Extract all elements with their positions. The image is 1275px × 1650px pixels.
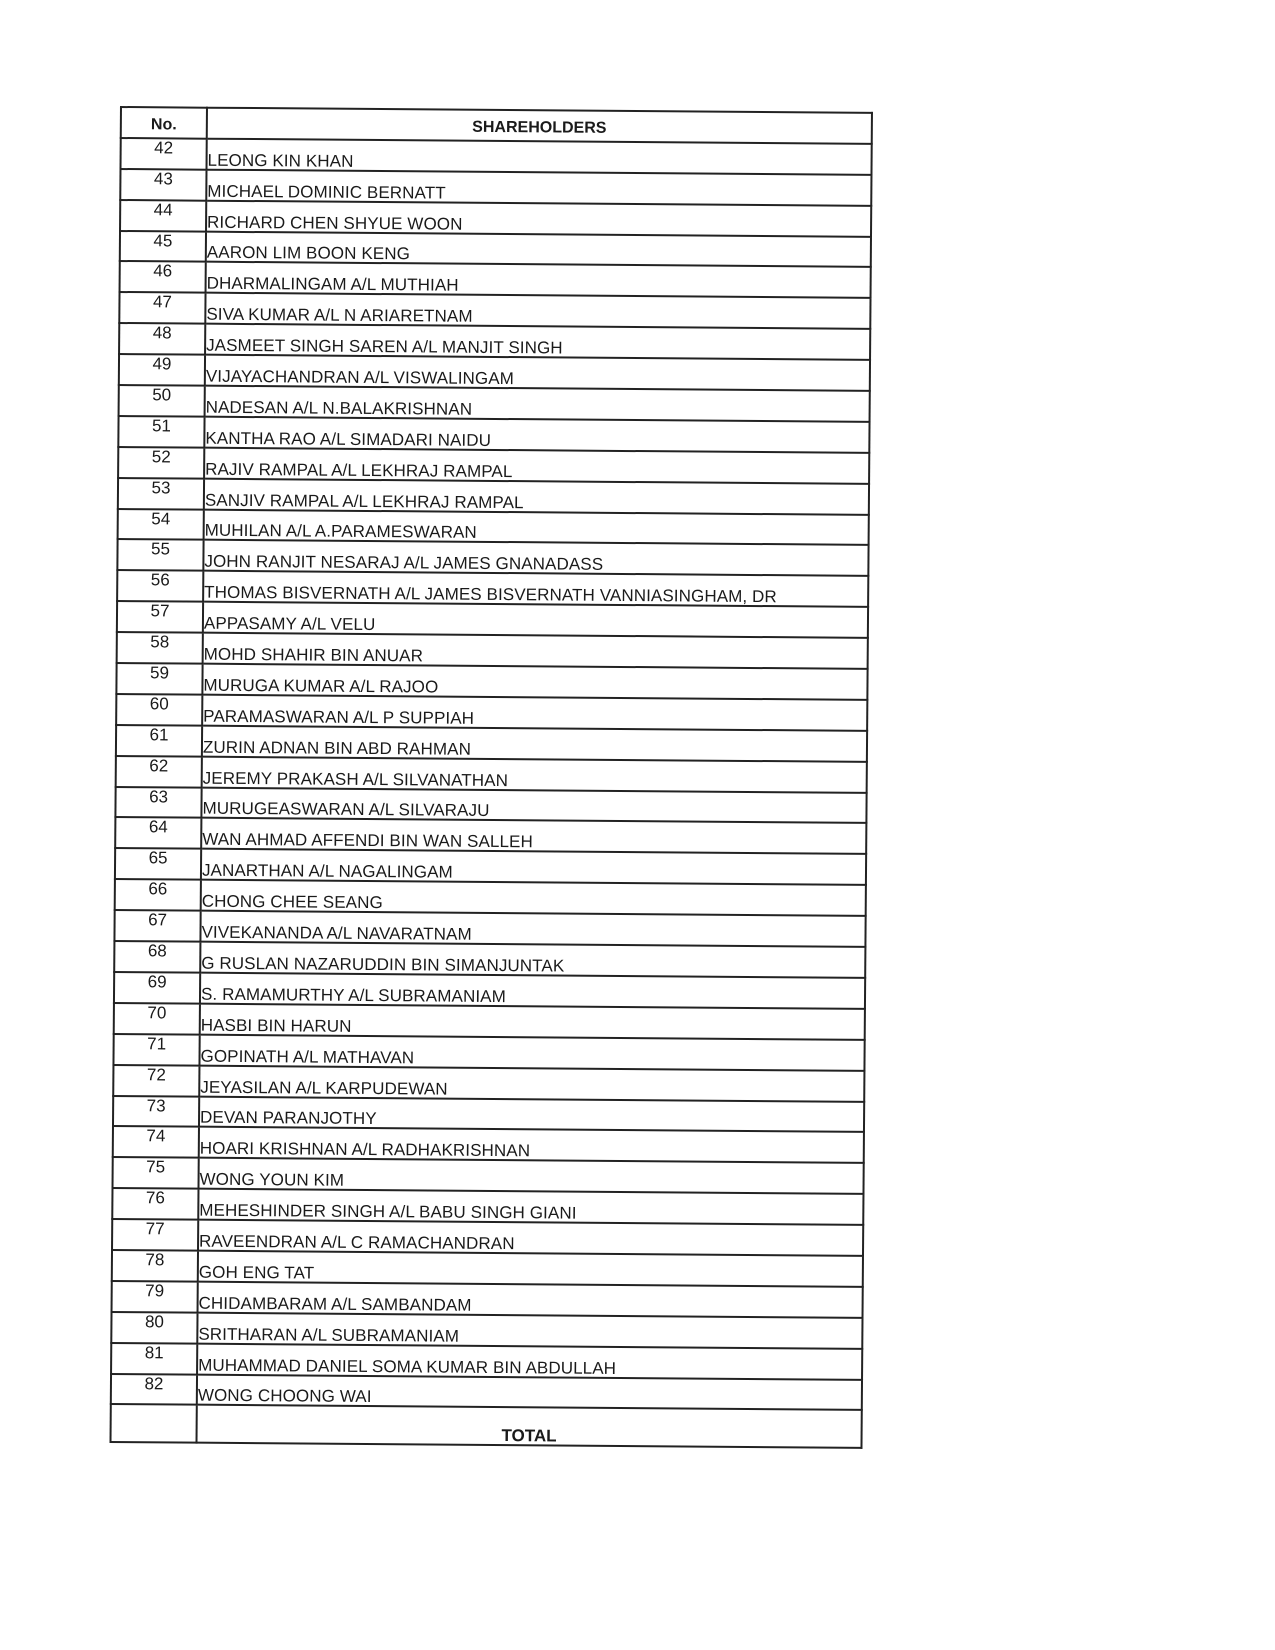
- row-number: 77: [112, 1219, 198, 1251]
- shareholder-name: VIJAYACHANDRAN A/L VISWALINGAM: [205, 355, 870, 391]
- shareholder-name: JASMEET SINGH SAREN A/L MANJIT SINGH: [205, 324, 870, 360]
- row-number: 78: [112, 1250, 198, 1282]
- table-row: [119, 354, 870, 391]
- table-row: [113, 1157, 864, 1194]
- table-row: [111, 1312, 862, 1349]
- row-number: 55: [117, 539, 203, 571]
- row-number: 61: [116, 725, 202, 757]
- table-row: [112, 1281, 863, 1318]
- table-row: [116, 756, 867, 793]
- table-row: [117, 632, 868, 669]
- shareholder-name: JEYASILAN A/L KARPUDEWAN: [199, 1065, 864, 1101]
- row-number: 73: [113, 1095, 199, 1127]
- row-number: 68: [114, 941, 200, 973]
- shareholder-name: KANTHA RAO A/L SIMADARI NAIDU: [204, 417, 869, 453]
- total-label: TOTAL: [197, 1405, 862, 1448]
- shareholder-name: JOHN RANJIT NESARAJ A/L JAMES GNANADASS: [203, 540, 868, 576]
- table-row: [115, 879, 866, 916]
- row-number: 71: [113, 1034, 199, 1066]
- shareholders-sheet: [109, 106, 872, 1449]
- shareholder-name: WAN AHMAD AFFENDI BIN WAN SALLEH: [201, 818, 866, 854]
- table-row: [118, 509, 869, 546]
- shareholder-name: LEONG KIN KHAN: [207, 139, 872, 175]
- shareholder-name: GOH ENG TAT: [198, 1251, 863, 1287]
- row-number: 45: [120, 231, 206, 263]
- table-row: [114, 972, 865, 1009]
- row-number: 76: [112, 1188, 198, 1220]
- table-row: [112, 1219, 863, 1256]
- shareholder-name: RICHARD CHEN SHYUE WOON: [206, 200, 871, 236]
- table-row: [117, 539, 868, 576]
- shareholder-name: HASBI BIN HARUN: [200, 1003, 865, 1039]
- shareholder-name: DEVAN PARANJOTHY: [199, 1096, 864, 1132]
- row-number: 80: [111, 1312, 197, 1344]
- row-number: 56: [117, 570, 203, 602]
- row-number: 65: [115, 848, 201, 880]
- shareholder-name: MICHAEL DOMINIC BERNATT: [206, 169, 871, 205]
- row-number: 81: [111, 1343, 197, 1375]
- row-number: 64: [115, 817, 201, 849]
- row-number: 52: [118, 447, 204, 479]
- table-row: [111, 1373, 862, 1410]
- table-row: [111, 1343, 862, 1380]
- row-number: 44: [120, 200, 206, 232]
- shareholder-name: WONG CHOONG WAI: [197, 1374, 862, 1410]
- table-row: [113, 1095, 864, 1132]
- shareholder-name: THOMAS BISVERNATH A/L JAMES BISVERNATH VANNIASINGHAM, DR: [203, 571, 868, 607]
- header-shareholders: SHAREHOLDERS: [207, 108, 872, 144]
- shareholder-name: GOPINATH A/L MATHAVAN: [199, 1034, 864, 1070]
- row-number: 53: [118, 478, 204, 510]
- shareholder-name: SANJIV RAMPAL A/L LEKHRAJ RAMPAL: [204, 478, 869, 514]
- row-number: 43: [120, 169, 206, 201]
- shareholder-name: VIVEKANANDA A/L NAVARATNAM: [200, 911, 865, 947]
- shareholder-name: MUHILAN A/L A.PARAMESWARAN: [204, 509, 869, 545]
- shareholder-name: MEHESHINDER SINGH A/L BABU SINGH GIANI: [198, 1189, 863, 1225]
- row-number: 70: [114, 1003, 200, 1035]
- row-number: 59: [116, 663, 202, 695]
- table-row: [114, 910, 865, 947]
- table-row: [114, 1003, 865, 1040]
- shareholder-name: HOARI KRISHNAN A/L RADHAKRISHNAN: [199, 1127, 864, 1163]
- shareholder-rows: [111, 138, 872, 1410]
- shareholder-name: MUHAMMAD DANIEL SOMA KUMAR BIN ABDULLAH: [197, 1343, 862, 1379]
- shareholder-name: PARAMASWARAN A/L P SUPPIAH: [202, 695, 867, 731]
- header-no: No.: [121, 107, 207, 139]
- row-number: 42: [121, 138, 207, 170]
- row-number: 50: [119, 385, 205, 417]
- shareholder-name: CHIDAMBARAM A/L SAMBANDAM: [198, 1281, 863, 1317]
- shareholder-name: AARON LIM BOON KENG: [206, 231, 871, 267]
- row-number: 79: [112, 1281, 198, 1313]
- table-row: [115, 817, 866, 854]
- table-row: [121, 138, 872, 175]
- table-row: [120, 231, 871, 268]
- shareholder-name: SIVA KUMAR A/L N ARIARETNAM: [205, 293, 870, 329]
- table-row: [118, 416, 869, 453]
- shareholder-name: CHONG CHEE SEANG: [201, 880, 866, 916]
- table-row: [119, 323, 870, 360]
- total-no-cell: [111, 1404, 197, 1443]
- row-number: 54: [118, 509, 204, 541]
- row-number: 49: [119, 354, 205, 386]
- row-number: 51: [118, 416, 204, 448]
- shareholder-name: NADESAN A/L N.BALAKRISHNAN: [205, 386, 870, 422]
- table-row: [113, 1126, 864, 1163]
- table-row: [115, 787, 866, 824]
- row-number: 66: [115, 879, 201, 911]
- row-number: 58: [117, 632, 203, 664]
- shareholder-name: RAVEENDRAN A/L C RAMACHANDRAN: [198, 1220, 863, 1256]
- row-number: 69: [114, 972, 200, 1004]
- row-number: 57: [117, 601, 203, 633]
- total-row: [111, 1404, 862, 1448]
- shareholder-name: JEREMY PRAKASH A/L SILVANATHAN: [202, 756, 867, 792]
- row-number: 63: [115, 787, 201, 819]
- shareholder-name: DHARMALINGAM A/L MUTHIAH: [206, 262, 871, 298]
- table-row: [116, 725, 867, 762]
- shareholder-name: MOHD SHAHIR BIN ANUAR: [203, 633, 868, 669]
- table-row: [119, 292, 870, 329]
- table-row: [120, 169, 871, 206]
- row-number: 60: [116, 694, 202, 726]
- table-row: [112, 1188, 863, 1225]
- row-number: 72: [113, 1065, 199, 1097]
- row-number: 74: [113, 1126, 199, 1158]
- table-row: [118, 447, 869, 484]
- table-row: [117, 601, 868, 638]
- table-row: [120, 261, 871, 298]
- shareholder-name: MURUGA KUMAR A/L RAJOO: [202, 664, 867, 700]
- row-number: 75: [113, 1157, 199, 1189]
- row-number: 62: [116, 756, 202, 788]
- table-row: [118, 478, 869, 515]
- table-row: [116, 663, 867, 700]
- shareholder-name: G RUSLAN NAZARUDDIN BIN SIMANJUNTAK: [200, 942, 865, 978]
- row-number: 82: [111, 1373, 197, 1405]
- table-row: [113, 1065, 864, 1102]
- shareholder-name: RAJIV RAMPAL A/L LEKHRAJ RAMPAL: [204, 447, 869, 483]
- table-row: [119, 385, 870, 422]
- table-row: [112, 1250, 863, 1287]
- row-number: 46: [120, 261, 206, 293]
- table-row: [116, 694, 867, 731]
- table-row: [113, 1034, 864, 1071]
- table-row: [115, 848, 866, 885]
- shareholders-table: [109, 106, 872, 1449]
- table-row: [117, 570, 868, 607]
- shareholder-name: JANARTHAN A/L NAGALINGAM: [201, 849, 866, 885]
- row-number: 48: [119, 323, 205, 355]
- shareholder-name: S. RAMAMURTHY A/L SUBRAMANIAM: [200, 973, 865, 1009]
- shareholder-name: ZURIN ADNAN BIN ABD RAHMAN: [202, 725, 867, 761]
- shareholder-name: WONG YOUN KIM: [198, 1158, 863, 1194]
- shareholder-name: APPASAMY A/L VELU: [203, 602, 868, 638]
- shareholder-name: SRITHARAN A/L SUBRAMANIAM: [197, 1312, 862, 1348]
- row-number: 67: [114, 910, 200, 942]
- shareholder-name: MURUGEASWARAN A/L SILVARAJU: [201, 787, 866, 823]
- table-row: [114, 941, 865, 978]
- row-number: 47: [119, 292, 205, 324]
- table-row: [120, 200, 871, 237]
